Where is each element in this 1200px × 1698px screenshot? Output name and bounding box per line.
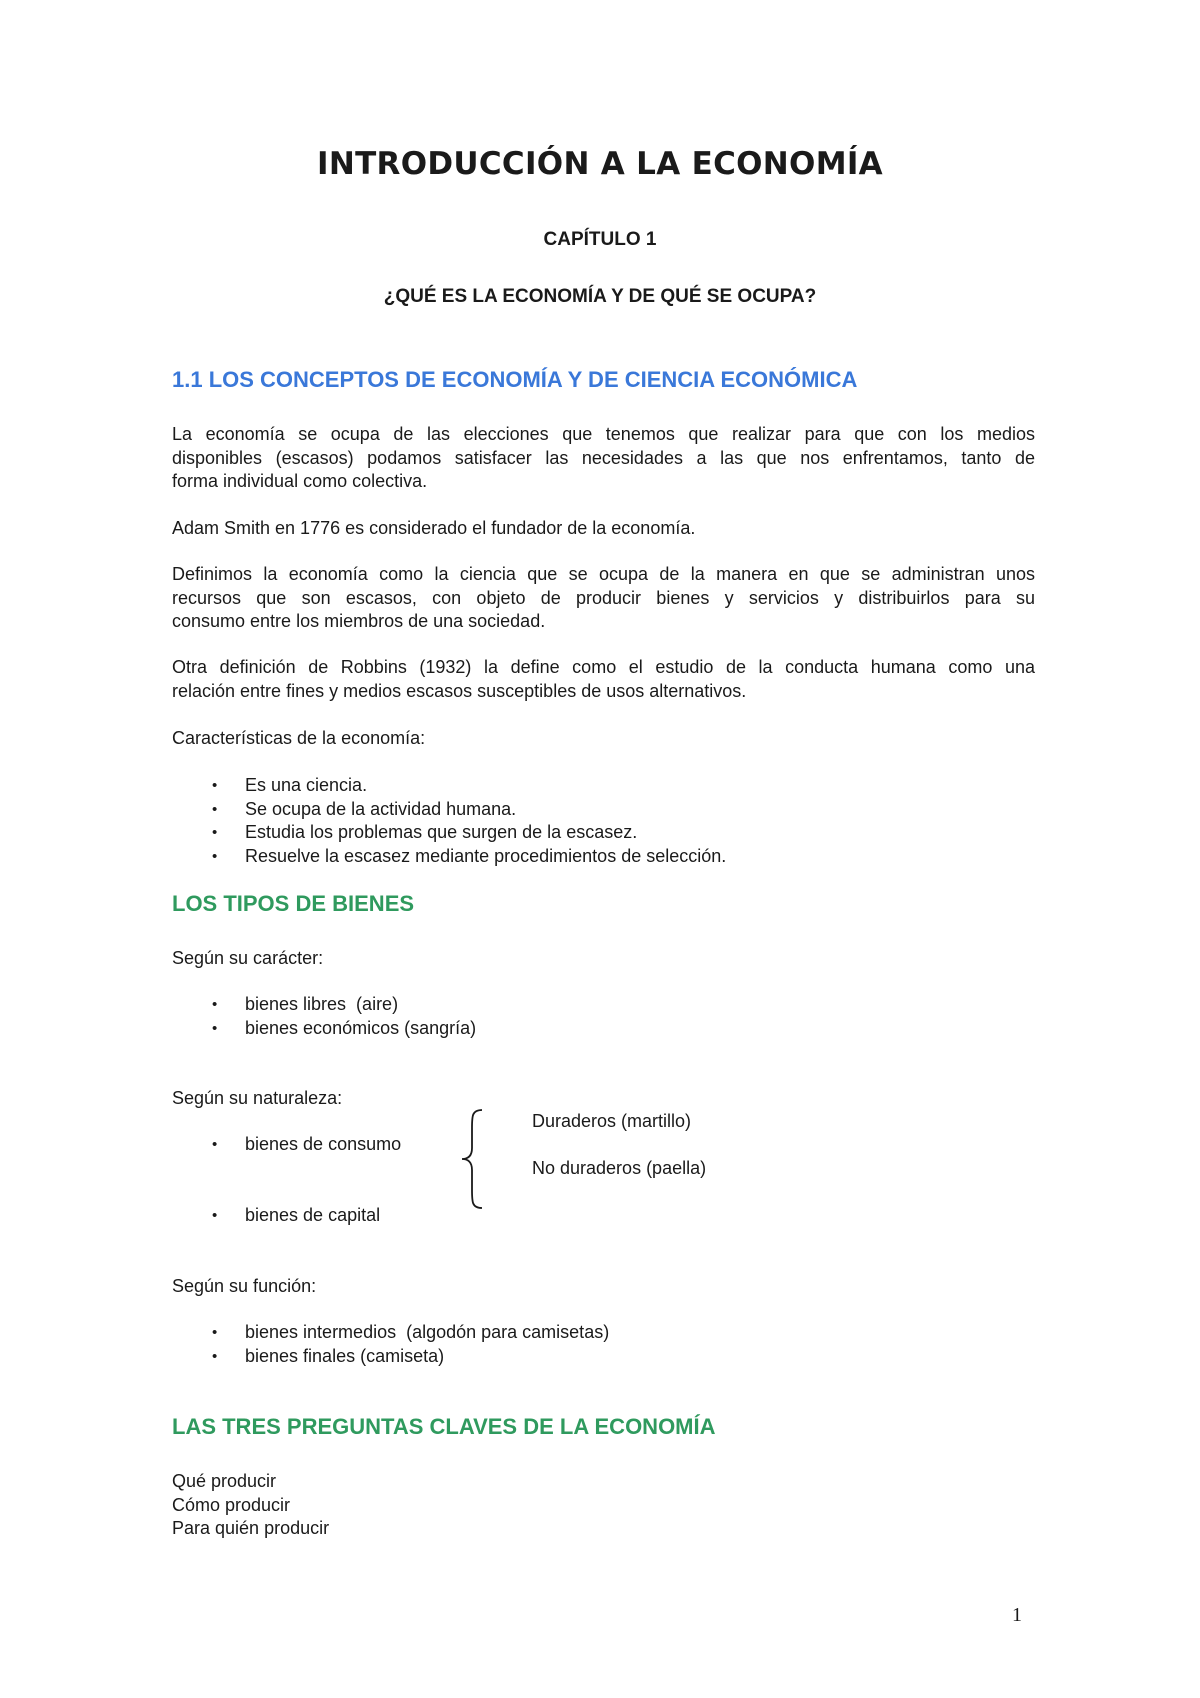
key-questions-list — [172, 1470, 1035, 1541]
by-nature-list-capital — [172, 1204, 380, 1228]
bullet-icon: • — [212, 847, 218, 865]
list-item: • Se ocupa de la actividad humana. — [172, 798, 726, 822]
paragraph-line: Definimos la economía como la ciencia que se ocupa de la manera en que se administran unos — [172, 564, 1035, 584]
bullet-icon: • — [212, 824, 218, 841]
page-number: 1 — [1012, 1604, 1022, 1626]
list-item: Qué producir — [172, 1471, 277, 1491]
section-heading-key-questions: LAS TRES PREGUNTAS CLAVES DE LA ECONOMÍA — [172, 1414, 716, 1439]
paragraph-line: Otra definición de Robbins (1932) la define como el estudio de la conducta humana como una — [172, 657, 1035, 677]
by-nature-label: Según su naturaleza: — [172, 1088, 343, 1108]
durable-goods-label: Duraderos (martillo) — [532, 1111, 692, 1131]
bullet-icon: • — [212, 1324, 218, 1341]
paragraph-adam-smith: Adam Smith en 1776 es considerado el fundador de la economía. — [172, 518, 696, 538]
paragraph-robbins-definition — [172, 656, 1035, 703]
bullet-icon: • — [212, 1136, 218, 1153]
by-function-label: Según su función: — [172, 1276, 317, 1296]
characteristics-label: Características de la economía: — [172, 728, 426, 748]
paragraph-science-definition — [172, 563, 1035, 634]
section-heading-concepts: 1.1 LOS CONCEPTOS DE ECONOMÍA Y DE CIENCIA ECONÓMICA — [172, 367, 858, 392]
chapter-question: ¿QUÉ ES LA ECONOMÍA Y DE QUÉ SE OCUPA? — [383, 286, 817, 307]
document-title: INTRODUCCIÓN A LA ECONOMÍA — [317, 146, 883, 182]
bullet-icon: • — [212, 996, 218, 1013]
list-item: • bienes finales (camiseta) — [172, 1345, 609, 1369]
by-character-list — [172, 993, 476, 1040]
paragraph-line: forma individual como colectiva. — [172, 471, 428, 491]
paragraph-line: relación entre fines y medios escasos susceptibles de usos alternativos. — [172, 680, 747, 701]
list-item: Para quién producir — [172, 1518, 330, 1538]
by-character-label: Según su carácter: — [172, 948, 324, 968]
bullet-icon: • — [212, 800, 218, 818]
paragraph-economy-definition — [172, 423, 1035, 494]
curly-brace-icon — [458, 1108, 488, 1210]
paragraph-line: La economía se ocupa de las elecciones que tenemos que realizar para que con los medios — [172, 424, 1035, 444]
bullet-icon: • — [212, 1207, 218, 1224]
paragraph-line: consumo entre los miembros de una sociedad. — [172, 611, 546, 631]
characteristics-list — [172, 774, 726, 868]
by-nature-list-consumption — [172, 1133, 401, 1157]
list-item: • bienes libres (aire) — [172, 993, 476, 1017]
section-heading-goods-types: LOS TIPOS DE BIENES — [172, 891, 415, 916]
list-item: • Es una ciencia. — [172, 774, 726, 798]
chapter-label: CAPÍTULO 1 — [543, 229, 657, 250]
bullet-icon: • — [212, 1019, 218, 1037]
bullet-icon: • — [212, 1347, 218, 1365]
list-item: • bienes intermedios (algodón para camisetas) — [172, 1321, 609, 1345]
list-item: • Resuelve la escasez mediante procedimientos de selección. — [172, 845, 726, 869]
list-item: • bienes de capital — [172, 1204, 380, 1228]
paragraph-line: disponibles (escasos) podamos satisfacer las necesidades a las que nos enfrentamos, tanto de — [172, 447, 1035, 468]
list-item: Cómo producir — [172, 1494, 291, 1515]
list-item: • bienes de consumo — [172, 1133, 401, 1157]
bullet-icon: • — [212, 777, 218, 794]
paragraph-line: recursos que son escasos, con objeto de producir bienes y servicios y distribuirlos para su — [172, 587, 1035, 608]
non-durable-goods-label: No duraderos (paella) — [532, 1158, 707, 1178]
list-item: • Estudia los problemas que surgen de la escasez. — [172, 821, 726, 845]
by-function-list — [172, 1321, 609, 1368]
list-item: • bienes económicos (sangría) — [172, 1017, 476, 1041]
